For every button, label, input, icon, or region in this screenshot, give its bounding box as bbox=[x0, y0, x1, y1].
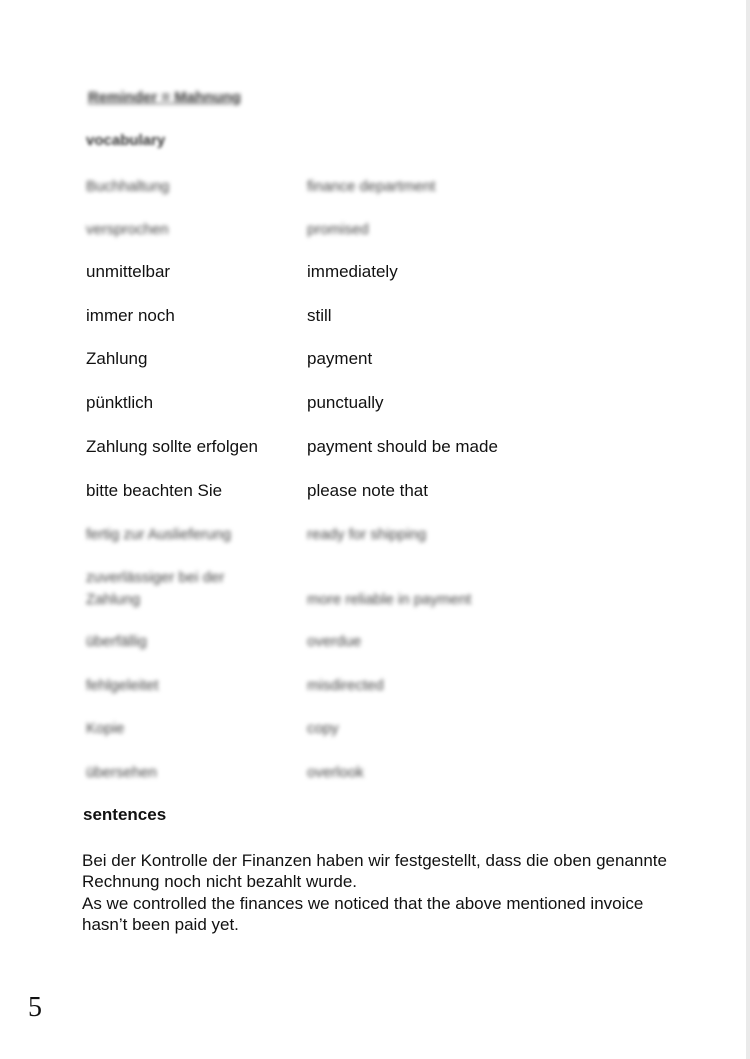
vocabulary-heading: vocabulary bbox=[86, 132, 166, 149]
vocab-english: copy bbox=[307, 720, 339, 737]
vocab-german: fehlgeleitet bbox=[86, 677, 159, 694]
vocab-english: finance department bbox=[307, 178, 436, 195]
vocab-german: bitte beachten Sie bbox=[86, 481, 223, 500]
vocab-english: misdirected bbox=[307, 677, 384, 694]
vocab-english: immediately bbox=[307, 262, 398, 281]
vocab-english: still bbox=[307, 306, 332, 325]
sentence-english: As we controlled the finances we noticed that the above mentioned invoice hasn’t been paid yet. bbox=[82, 894, 644, 934]
vocab-english: payment bbox=[307, 349, 373, 368]
vocab-german: Zahlung sollte erfolgen bbox=[86, 437, 259, 456]
page-number: 5 bbox=[28, 992, 42, 1023]
sentences-heading: sentences bbox=[83, 805, 167, 824]
vocab-german: pünktlich bbox=[86, 393, 154, 412]
vocab-english: ready for shipping bbox=[307, 526, 427, 543]
vocab-german: versprochen bbox=[86, 221, 169, 238]
vocab-german: immer noch bbox=[86, 306, 175, 325]
vocab-english: punctually bbox=[307, 393, 384, 412]
vocab-german: übersehen bbox=[86, 764, 157, 781]
vocab-german: überfällig bbox=[86, 633, 147, 650]
vocab-english: please note that bbox=[307, 481, 428, 500]
vocab-english: overdue bbox=[307, 633, 362, 650]
vocab-german: unmittelbar bbox=[86, 262, 171, 281]
page-edge bbox=[746, 0, 750, 1059]
vocab-english: overlook bbox=[307, 764, 364, 781]
page-title: Reminder = Mahnung bbox=[88, 89, 241, 106]
vocab-english: promised bbox=[307, 221, 369, 238]
vocab-german: Buchhaltung bbox=[86, 178, 170, 195]
vocab-english: payment should be made bbox=[307, 437, 498, 456]
vocab-german: Kopie bbox=[86, 720, 125, 737]
vocab-german: Zahlung bbox=[86, 349, 148, 368]
sentence-german: Bei der Kontrolle der Finanzen haben wir festgestellt, dass die oben genannte Rechnung noch nicht bezahlt wurde. bbox=[82, 851, 667, 891]
vocab-german: zuverlässiger bei der Zahlung bbox=[86, 569, 225, 608]
vocab-english: more reliable in payment bbox=[307, 591, 472, 608]
vocab-german: fertig zur Auslieferung bbox=[86, 526, 232, 543]
